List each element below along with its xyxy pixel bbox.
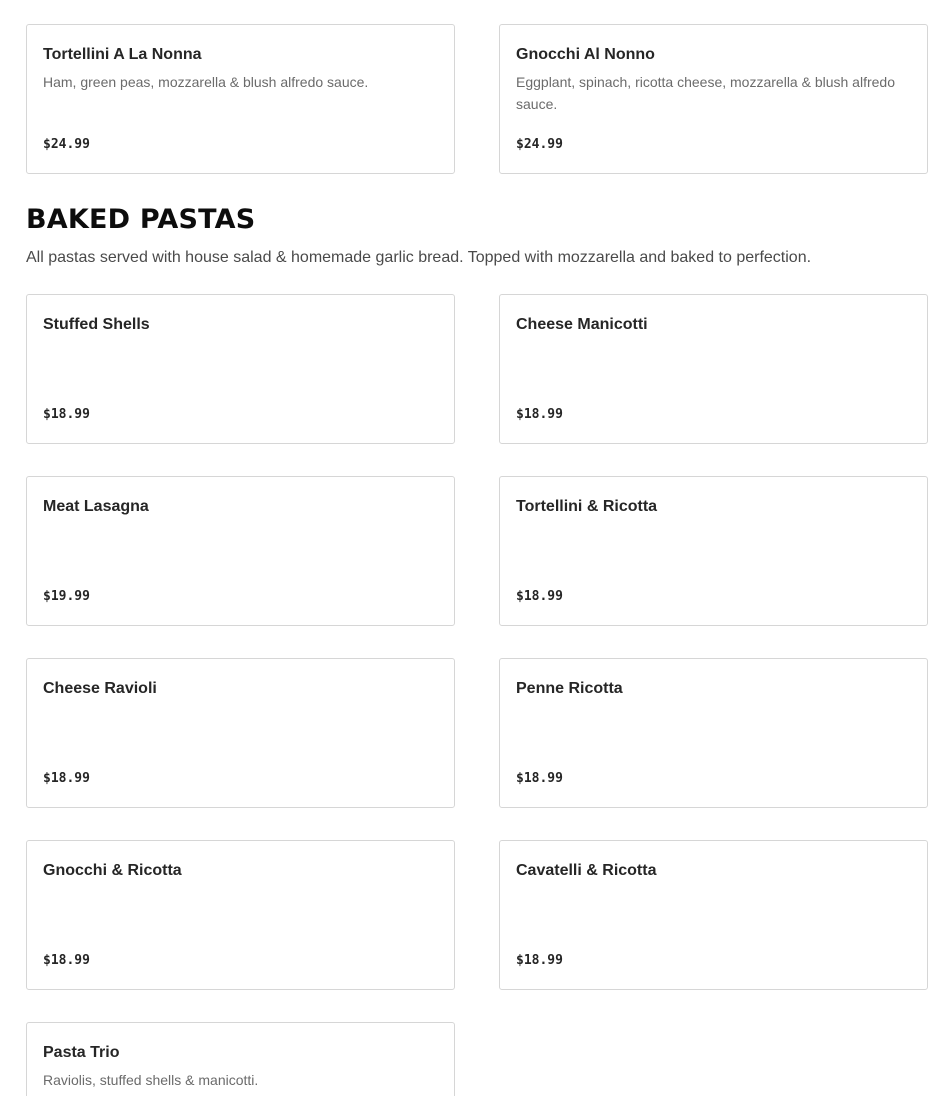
menu-item-name: Penne Ricotta xyxy=(516,680,623,697)
menu-item-price: $18.99 xyxy=(43,953,90,968)
menu-item-name: Cavatelli & Ricotta xyxy=(516,862,657,879)
menu-item-name: Stuffed Shells xyxy=(43,316,150,333)
menu-item-price: $18.99 xyxy=(516,407,563,422)
menu-item-card[interactable] xyxy=(26,840,455,990)
menu-item-card[interactable] xyxy=(26,294,455,444)
menu-item-price: $18.99 xyxy=(516,771,563,786)
menu-item-card[interactable] xyxy=(26,658,455,808)
menu-item-description: Eggplant, spinach, ricotta cheese, mozzarella & blush alfredo sauce. xyxy=(516,74,895,112)
menu-item-name: Gnocchi & Ricotta xyxy=(43,862,182,879)
menu-item-card[interactable] xyxy=(499,658,928,808)
menu-item-card[interactable] xyxy=(499,476,928,626)
menu-item-name: Cheese Ravioli xyxy=(43,680,157,697)
menu-item-name: Meat Lasagna xyxy=(43,498,149,515)
menu-item-name: Tortellini & Ricotta xyxy=(516,498,658,515)
menu-item-price: $18.99 xyxy=(43,407,90,422)
menu-item-name: Gnocchi Al Nonno xyxy=(516,46,655,63)
menu-item-card[interactable] xyxy=(499,294,928,444)
menu-item-price: $24.99 xyxy=(516,137,563,152)
menu-item-price: $19.99 xyxy=(43,589,90,604)
menu-item-card[interactable] xyxy=(26,1022,455,1096)
baked-pastas-grid xyxy=(26,294,928,1096)
menu-item-description: Ham, green peas, mozzarella & blush alfredo sauce. xyxy=(43,74,369,90)
section-title-baked-pastas: BAKED PASTAS xyxy=(26,204,256,235)
menu-item-price: $18.99 xyxy=(516,953,563,968)
menu-item-price: $18.99 xyxy=(43,771,90,786)
menu-item-card[interactable] xyxy=(499,24,928,174)
menu-item-price: $18.99 xyxy=(516,589,563,604)
menu-item-card[interactable] xyxy=(26,476,455,626)
menu-item-price: $24.99 xyxy=(43,137,90,152)
pasta-items-grid xyxy=(26,24,928,174)
menu-item-name: Cheese Manicotti xyxy=(516,316,648,333)
section-description: All pastas served with house salad & homemade garlic bread. Topped with mozzarella and baked to perfection. xyxy=(26,249,812,266)
menu-item-card[interactable] xyxy=(26,24,455,174)
menu-item-description: Raviolis, stuffed shells & manicotti. xyxy=(43,1072,259,1088)
menu-item-name: Tortellini A La Nonna xyxy=(43,46,202,63)
menu-item-name: Pasta Trio xyxy=(43,1044,120,1061)
menu-item-card[interactable] xyxy=(499,840,928,990)
